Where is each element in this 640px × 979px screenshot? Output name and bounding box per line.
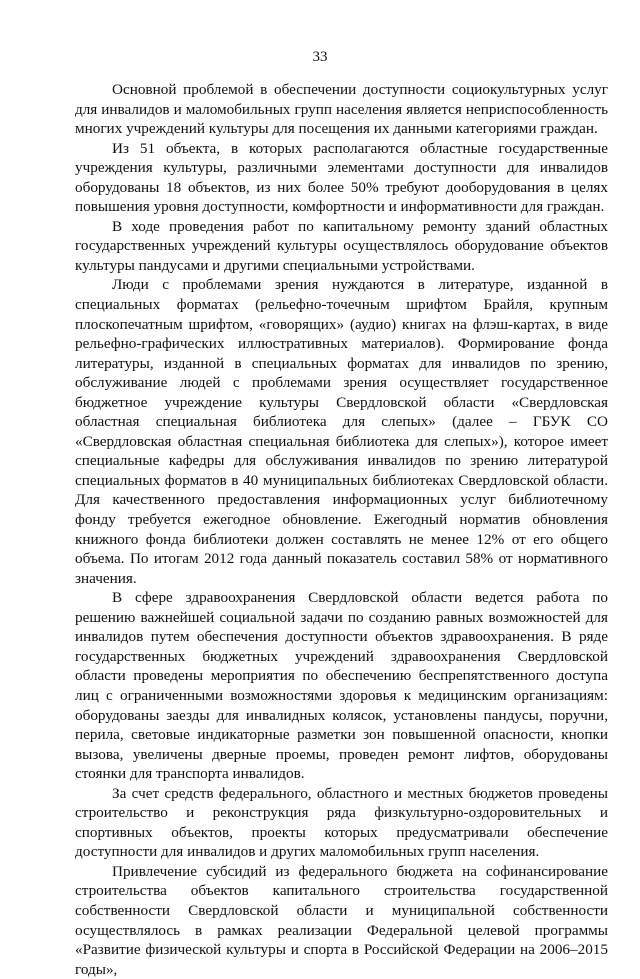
paragraph: За счет средств федерального, областного и местных бюджетов проведены строительство и реконструкция ряда физкультурно-оздоровительных и спортивных объектов, проекты которых предусматривали обеспечение доступности для инвалидов и других маломобильных групп населения. bbox=[75, 784, 608, 861]
paragraph: Из 51 объекта, в которых располагаются областные государственные учреждения культуры, различными элементами доступности для инвалидов оборудованы 18 объектов, из них более 50% требуют дооборудования в целях повышения уровня доступности, комфортности и информативности для граждан. bbox=[75, 139, 608, 216]
paragraph: В ходе проведения работ по капитальному ремонту зданий областных государственных учреждений культуры осуществлялось оборудование объектов культуры пандусами и другими специальными устройствами. bbox=[75, 217, 608, 274]
paragraph: В сфере здравоохранения Свердловской области ведется работа по решению важнейшей социальной задачи по созданию равных возможностей для инвалидов путем обеспечения доступности объектов здравоохранения. В ряде государственных бюджетных учреждений здравоохранения Свердловской области проведены мероприятия по обеспечению беспрепятственного доступа лиц с ограниченными возможностями здоровья к медицинским организациям: оборудованы заезды для инвалидных колясок, установлены пандусы, поручни, перила, световые индикаторные разметки зон повышенной опасности, кнопки вызова, увеличены дверные проемы, проведен ремонт лифтов, оборудованы стоянки для транспорта инвалидов. bbox=[75, 589, 608, 783]
paragraph: Основной проблемой в обеспечении доступности социокультурных услуг для инвалидов и маломобильных групп населения является неприспособленность многих учреждений культуры для посещения их данными категориями граждан. bbox=[75, 81, 608, 138]
paragraph: Привлечение субсидий из федерального бюджета на софинансирование строительства объектов капитального строительства государственной собственности Свердловской области и муниципальной собственности осуществлялось в рамках реализации Федеральной целевой программы «Развитие физической культуры и спорта в Российской Федерации на 2006–2015 годы», bbox=[75, 862, 608, 978]
page-number: 33 bbox=[312, 49, 328, 65]
document-body bbox=[75, 80, 608, 979]
paragraph: Люди с проблемами зрения нуждаются в литературе, изданной в специальных форматах (рельефно-точечным шрифтом Брайля, крупным плоскопечатным шрифтом, «говорящих» (аудио) книгах на флэш-картах, в виде рельефно-графических иллюстративных материалов). Формирование фонда литературы, изданной в специальных форматах для инвалидов по зрению, обслуживание людей с проблемами зрения осуществляет государственное бюджетное учреждение культуры Свердловской области «Свердловская областная специальная библиотека для слепых» (далее – ГБУК СО «Свердловская областная специальная библиотека для слепых»), которое имеет специальные кафедры для обслуживания инвалидов по зрению литературой специальных форматов в 40 муниципальных библиотеках Свердловской области. Для качественного предоставления информационных услуг библиотечному фонду требуется ежегодное обновление. Ежегодный норматив обновления книжного фонда библиотеки должен составлять не менее 12% от его общего объема. По итогам 2012 года данный показатель составил 58% от нормативного значения. bbox=[75, 276, 608, 587]
